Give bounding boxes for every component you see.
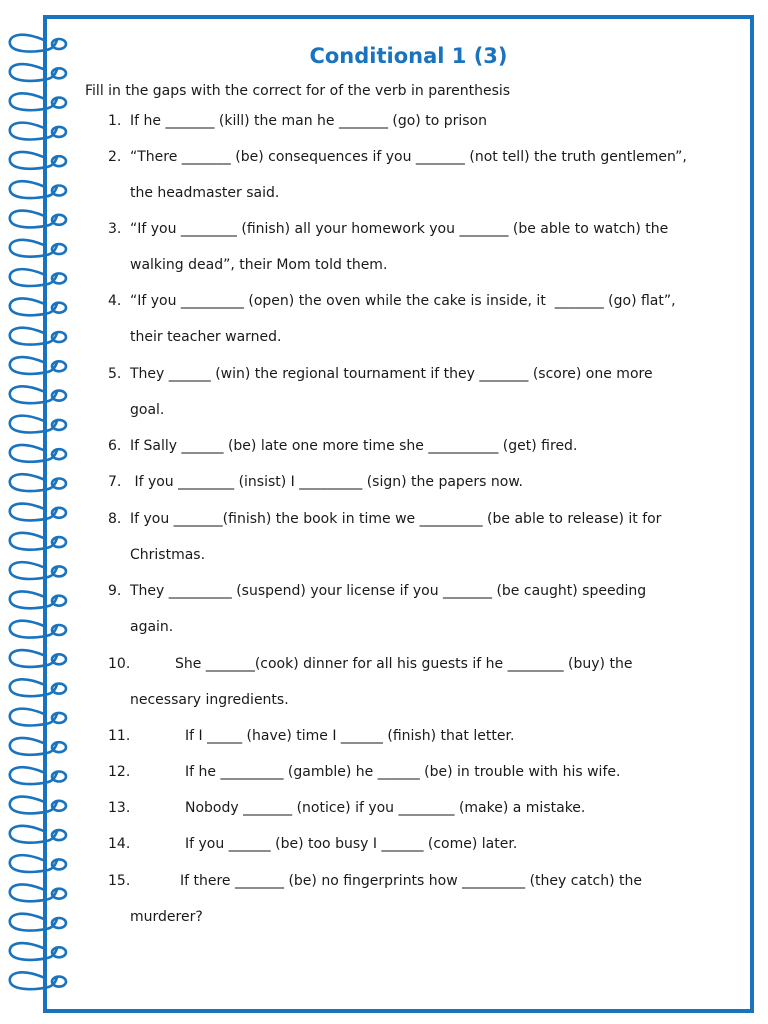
question-number: 4. — [108, 293, 122, 309]
spiral-coil — [10, 972, 66, 989]
spiral-coil — [10, 152, 66, 169]
question-text: Christmas. — [130, 547, 206, 563]
spiral-coil — [10, 826, 66, 843]
spiral-coil — [10, 621, 66, 638]
spiral-coil — [10, 738, 66, 755]
question-number: 6. — [108, 438, 122, 454]
question-text: “If you ________ (finish) all your homework you _______ (be able to watch) the — [130, 221, 669, 237]
spiral-coil — [10, 797, 66, 814]
question-number: 7. — [108, 474, 122, 490]
question-number: 2. — [108, 149, 122, 165]
question-text: If I _____ (have) time I ______ (finish) that letter. — [185, 728, 515, 744]
question-text: She _______(cook) dinner for all his guests if he ________ (buy) the — [175, 656, 633, 672]
question-text: again. — [130, 619, 174, 635]
question-text: walking dead”, their Mom told them. — [130, 257, 388, 273]
question-text: They _________ (suspend) your license if you _______ (be caught) speeding — [130, 583, 647, 599]
spiral-coil — [10, 328, 66, 345]
question-text: “If you _________ (open) the oven while the cake is inside, it _______ (go) flat”, — [130, 293, 676, 309]
spiral-coil — [10, 298, 66, 315]
question-text: necessary ingredients. — [130, 692, 289, 708]
spiral-coil — [10, 181, 66, 198]
question-number: 13. — [108, 800, 131, 816]
question-number: 15. — [108, 873, 131, 889]
spiral-binding-icon — [0, 0, 80, 1024]
page-title: Conditional 1 (3) — [309, 44, 508, 68]
question-number: 8. — [108, 511, 122, 527]
spiral-coil — [10, 211, 66, 228]
spiral-coil — [10, 357, 66, 374]
spiral-coil — [10, 914, 66, 931]
spiral-coil — [10, 240, 66, 257]
spiral-coil — [10, 679, 66, 696]
question-text: If he _______ (kill) the man he _______ (go) to prison — [130, 113, 487, 129]
spiral-coil — [10, 504, 66, 521]
question-text: Nobody _______ (notice) if you ________ (make) a mistake. — [185, 800, 586, 816]
question-text: murderer? — [130, 909, 203, 925]
spiral-coil — [10, 884, 66, 901]
spiral-coil — [10, 269, 66, 286]
instructions-text: Fill in the gaps with the correct for of the verb in parenthesis — [85, 83, 511, 99]
spiral-coil — [10, 386, 66, 403]
question-text: They ______ (win) the regional tournament if they _______ (score) one more — [130, 366, 653, 382]
spiral-coil — [10, 650, 66, 667]
question-number: 14. — [108, 836, 131, 852]
spiral-coil — [10, 445, 66, 462]
question-number: 1. — [108, 113, 122, 129]
question-text: If you ______ (be) too busy I ______ (come) later. — [185, 836, 518, 852]
question-text: If you _______(finish) the book in time we _________ (be able to release) it for — [130, 511, 662, 527]
spiral-coil — [10, 591, 66, 608]
question-text: the headmaster said. — [130, 185, 280, 201]
spiral-coil — [10, 767, 66, 784]
question-text: If he _________ (gamble) he ______ (be) in trouble with his wife. — [185, 764, 621, 780]
question-number: 3. — [108, 221, 122, 237]
spiral-coil — [10, 123, 66, 140]
spiral-coil — [10, 943, 66, 960]
question-number: 11. — [108, 728, 131, 744]
question-text: their teacher warned. — [130, 329, 282, 345]
question-number: 12. — [108, 764, 131, 780]
spiral-coil — [10, 562, 66, 579]
spiral-coil — [10, 93, 66, 110]
question-text: goal. — [130, 402, 165, 418]
question-text: If Sally ______ (be) late one more time she __________ (get) fired. — [130, 438, 578, 454]
spiral-coil — [10, 474, 66, 491]
question-number: 9. — [108, 583, 122, 599]
question-number: 5. — [108, 366, 122, 382]
spiral-coil — [10, 709, 66, 726]
question-number: 10. — [108, 656, 131, 672]
spiral-coil — [10, 855, 66, 872]
spiral-coil — [10, 416, 66, 433]
question-text: If there _______ (be) no fingerprints how _________ (they catch) the — [180, 873, 642, 889]
spiral-coil — [10, 533, 66, 550]
question-text: “There _______ (be) consequences if you _______ (not tell) the truth gentlemen”, — [130, 149, 687, 165]
question-text: If you ________ (insist) I _________ (sign) the papers now. — [130, 474, 523, 490]
